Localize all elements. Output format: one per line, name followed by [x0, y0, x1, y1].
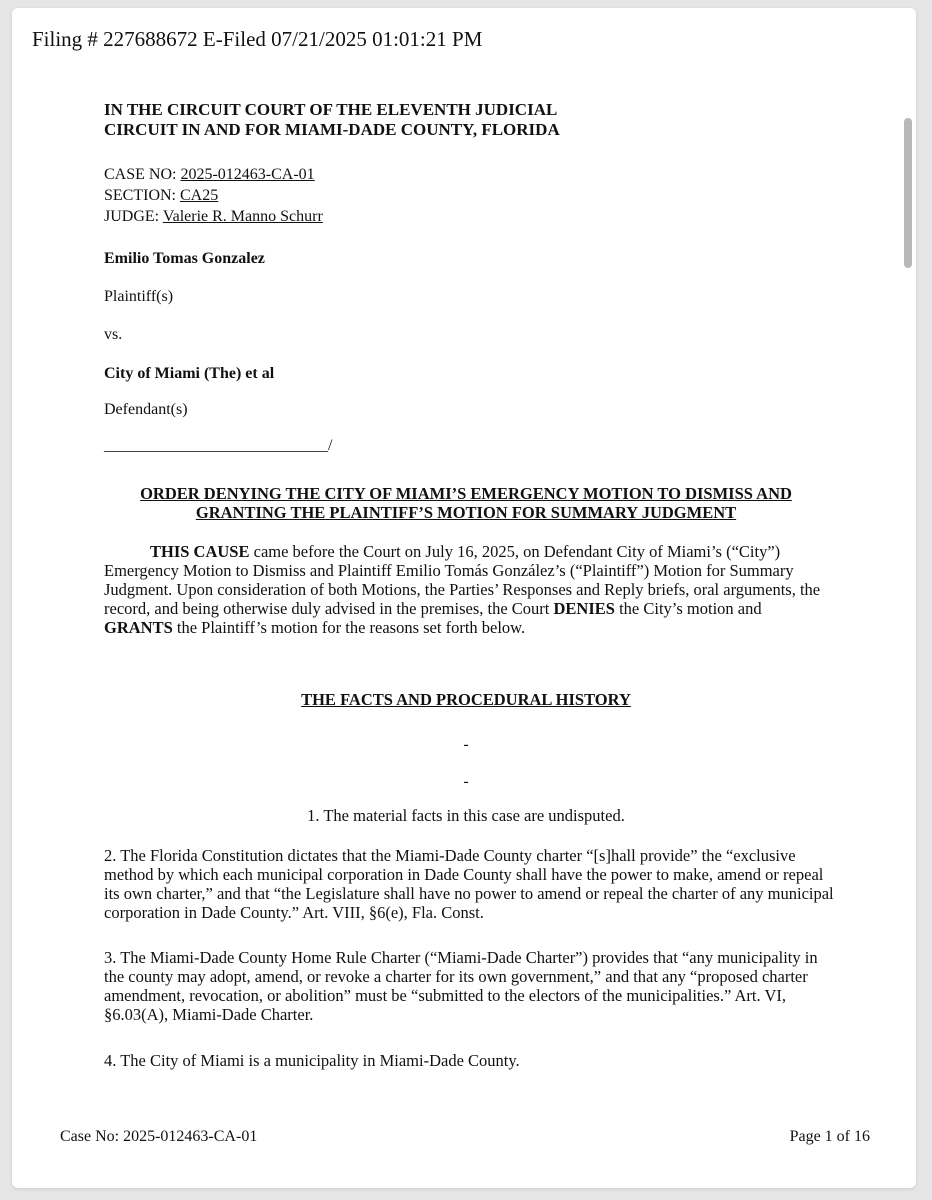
- intro-text-3: the Plaintiff’s motion for the reasons set forth below.: [172, 618, 526, 637]
- order-title-line-2: GRANTING THE PLAINTIFF’S MOTION FOR SUMMARY JUDGMENT: [195, 503, 737, 522]
- case-info: [104, 164, 323, 227]
- case-number-row: [104, 164, 323, 185]
- footer-page-number: Page 1 of 16: [789, 1128, 870, 1145]
- scrollbar-thumb[interactable]: [904, 118, 912, 268]
- court-caption: [104, 100, 560, 140]
- filing-header: Filing # 227688672 E-Filed 07/21/2025 01:01:21 PM: [32, 27, 483, 51]
- court-caption-line-2: CIRCUIT IN AND FOR MIAMI-DADE COUNTY, FLORIDA: [104, 120, 560, 139]
- dash-separator-1: -: [463, 736, 469, 753]
- order-title: [104, 484, 828, 522]
- intro-text-1: came before the Court on July 16, 2025, on Defendant City of Miami’s (“City”) Emergency Motion to Dismiss and Plaintiff Emilio Tomás González’s (“Plaintiff”) Motion for Summary Judgment. Upon consideration of both Motions, the Parties’ Responses and Reply briefs, oral arguments, the record, and being otherwise duly advised in the premises, the Court: [104, 542, 821, 618]
- intro-paragraph: [104, 542, 834, 637]
- paragraph-4: 4. The City of Miami is a municipality in Miami-Dade County.: [104, 1051, 520, 1070]
- intro-text-2: the City’s motion and: [614, 599, 762, 618]
- section-link[interactable]: CA25: [180, 187, 219, 204]
- paragraph-3: 3. The Miami-Dade County Home Rule Charter (“Miami-Dade Charter”) provides that “any municipality in the county may adopt, amend, or revoke a charter for its own government,” and that any “proposed charter amendment, revocation, or abolition” must be “submitted to the electors of the municipalities.” Art. VI, §6.03(A), Miami-Dade Charter.: [104, 948, 818, 1024]
- section-heading: THE FACTS AND PROCEDURAL HISTORY: [301, 690, 631, 709]
- paragraph-2: 2. The Florida Constitution dictates that the Miami-Dade County charter “[s]hall provide” the “exclusive method by which each municipal corporation in Dade County shall have the power to make, amend or repeal its own charter,” and that “the Legislature shall have no power to amend or repeal the charter of any municipal corporation in Dade County.” Art. VIII, §6(e), Fla. Const.: [104, 846, 834, 922]
- judge-row: [104, 206, 323, 227]
- dash-separator-2: -: [463, 773, 469, 790]
- document-page: [12, 8, 916, 1188]
- case-number-link[interactable]: 2025-012463-CA-01: [180, 166, 315, 183]
- versus: vs.: [104, 326, 123, 343]
- court-caption-line-1: IN THE CIRCUIT COURT OF THE ELEVENTH JUDICIAL: [104, 100, 558, 119]
- this-cause-text: THIS CAUSE: [150, 542, 250, 561]
- plaintiff-name: Emilio Tomas Gonzalez: [104, 250, 265, 267]
- defendant-name: City of Miami (The) et al: [104, 365, 275, 382]
- denies-text: DENIES: [553, 599, 615, 618]
- judge-label: JUDGE:: [104, 208, 163, 225]
- section-label: SECTION:: [104, 187, 180, 204]
- paragraph-1: 1. The material facts in this case are undisputed.: [307, 806, 625, 825]
- footer-case-number: Case No: 2025-012463-CA-01: [60, 1128, 258, 1145]
- grants-text: GRANTS: [104, 618, 173, 637]
- section-row: [104, 185, 323, 206]
- defendant-role: Defendant(s): [104, 401, 188, 418]
- order-title-line-1: ORDER DENYING THE CITY OF MIAMI’S EMERGENCY MOTION TO DISMISS AND: [140, 484, 792, 503]
- judge-link[interactable]: Valerie R. Manno Schurr: [162, 208, 323, 225]
- signature-line: ____________________________/: [104, 437, 333, 454]
- plaintiff-role: Plaintiff(s): [104, 288, 174, 305]
- case-number-label: CASE NO:: [104, 166, 181, 183]
